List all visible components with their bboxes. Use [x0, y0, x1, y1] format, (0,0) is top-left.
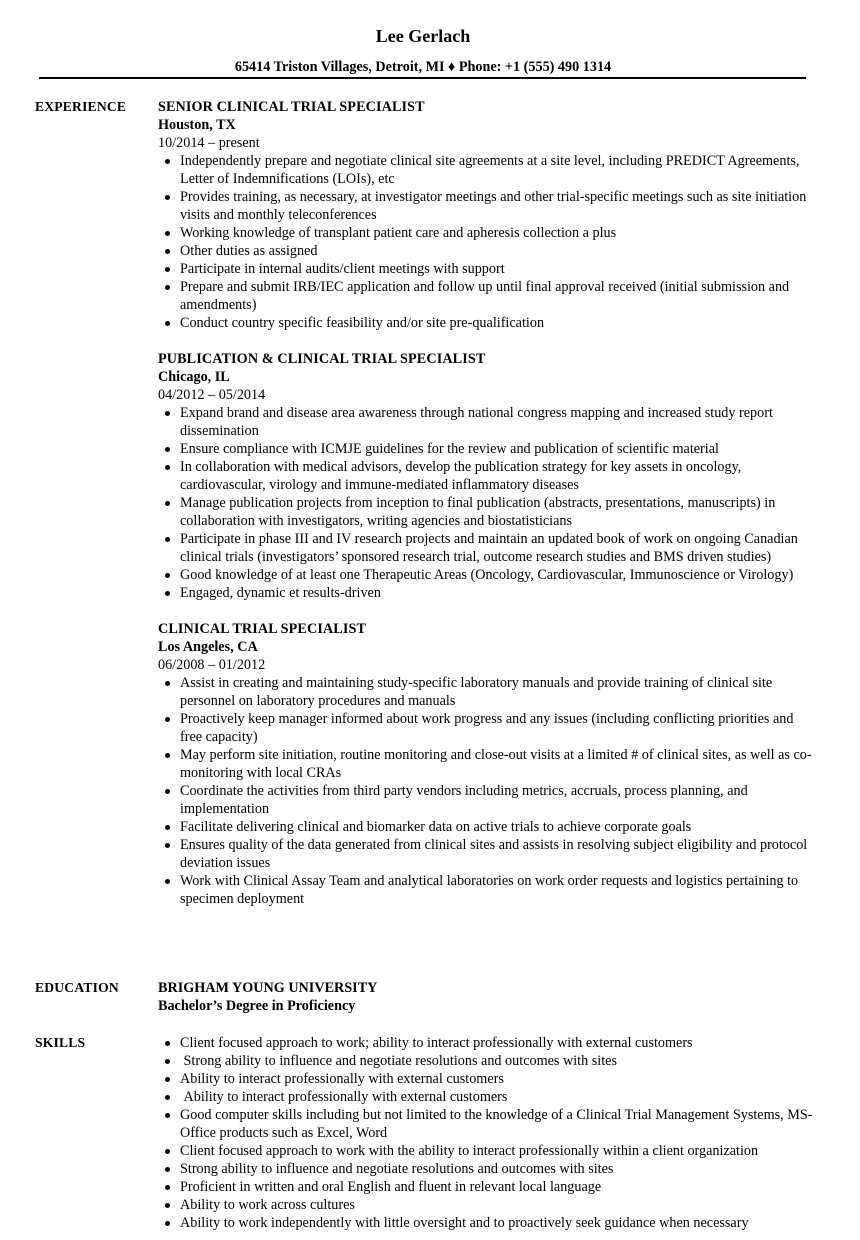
bullet-item: Participate in phase III and IV research projects and maintain an updated book of work on ongoing Canadian clinical trials (investigators’ sponsored research trial, outcome research studies and BMS driven studies) — [158, 530, 818, 566]
job-location: Los Angeles, CA — [158, 639, 258, 655]
job-title: SENIOR CLINICAL TRIAL SPECIALIST — [158, 99, 425, 115]
bullet-item: Assist in creating and maintaining study-specific laboratory manuals and provide training of clinical site personnel on laboratory procedures and manuals — [158, 674, 818, 710]
bullet-item: Conduct country specific feasibility and/or site pre-qualification — [158, 314, 818, 332]
job-dates: 10/2014 – present — [158, 135, 260, 151]
bullet-item: Independently prepare and negotiate clinical site agreements at a site level, including PREDICT Agreements, Letter of Indemnifications (LOIs), etc — [158, 152, 818, 188]
job-entry — [158, 350, 818, 602]
bullet-item: Proactively keep manager informed about work progress and any issues (including conflicting priorities and free capacity) — [158, 710, 818, 746]
job-dates: 04/2012 – 05/2014 — [158, 387, 266, 403]
bullet-item: Engaged, dynamic et results-driven — [158, 584, 818, 602]
section-label-skills: SKILLS — [35, 1035, 86, 1050]
job-entry — [158, 620, 818, 908]
bullet-item: Manage publication projects from inception to final publication (abstracts, presentations, manuscripts) in collaboration with investigators, writing agencies and biostatisticians — [158, 494, 818, 530]
job-bullets — [158, 152, 818, 332]
skill-item: Good computer skills including but not limited to the knowledge of a Clinical Trial Management Systems, MS-Office products such as Excel, Word — [158, 1106, 828, 1142]
school-name: BRIGHAM YOUNG UNIVERSITY — [158, 980, 378, 996]
bullet-item: Coordinate the activities from third party vendors including metrics, accruals, process planning, and implementation — [158, 782, 818, 818]
skill-item: Strong ability to influence and negotiate resolutions and outcomes with sites — [158, 1052, 828, 1070]
experience-list — [158, 98, 818, 926]
bullet-item: Provides training, as necessary, at investigator meetings and other trial-specific meetings such as site initiation visits and monthly teleconferences — [158, 188, 818, 224]
education-entry — [158, 979, 818, 1015]
skill-item: Ability to interact professionally with external customers — [158, 1070, 828, 1088]
degree-name: Bachelor’s Degree in Proficiency — [158, 998, 356, 1014]
bullet-item: Working knowledge of transplant patient care and apheresis collection a plus — [158, 224, 818, 242]
bullet-item: Facilitate delivering clinical and biomarker data on active trials to achieve corporate goals — [158, 818, 818, 836]
job-title: PUBLICATION & CLINICAL TRIAL SPECIALIST — [158, 351, 486, 367]
skill-item: Proficient in written and oral English and fluent in relevant local language — [158, 1178, 828, 1196]
bullet-item: Ensure compliance with ICMJE guidelines for the review and publication of scientific material — [158, 440, 818, 458]
contact-line: 65414 Triston Villages, Detroit, MI ♦ Phone: +1 (555) 490 1314 — [234, 59, 612, 75]
section-label-education: EDUCATION — [35, 980, 119, 995]
skill-item: Client focused approach to work with the ability to interact professionally within a client organization — [158, 1142, 828, 1160]
job-bullets — [158, 404, 818, 602]
job-location: Chicago, IL — [158, 369, 230, 385]
skill-item: Ability to interact professionally with external customers — [158, 1088, 828, 1106]
skill-item: Client focused approach to work; ability to interact professionally with external customers — [158, 1034, 828, 1052]
section-label-experience: EXPERIENCE — [35, 99, 127, 114]
job-title: CLINICAL TRIAL SPECIALIST — [158, 621, 367, 637]
bullet-item: In collaboration with medical advisors, develop the publication strategy for key assets in oncology, cardiovascular, virology and immune-mediated inflammatory diseases — [158, 458, 818, 494]
skill-item: Ability to work independently with little oversight and to proactively seek guidance when necessary — [158, 1214, 828, 1232]
skill-item: Ability to work across cultures — [158, 1196, 828, 1214]
bullet-item: May perform site initiation, routine monitoring and close-out visits at a limited # of clinical sites, as well as co-monitoring with local CRAs — [158, 746, 818, 782]
skill-item: Strong ability to influence and negotiate resolutions and outcomes with sites — [158, 1160, 828, 1178]
job-dates: 06/2008 – 01/2012 — [158, 657, 266, 673]
bullet-item: Work with Clinical Assay Team and analytical laboratories on work order requests and logistics pertaining to specimen deployment — [158, 872, 818, 908]
bullet-item: Prepare and submit IRB/IEC application and follow up until final approval received (initial submission and amendments) — [158, 278, 818, 314]
skills-list-wrap — [158, 1034, 828, 1232]
header-divider — [39, 77, 806, 79]
job-entry — [158, 98, 818, 332]
bullet-item: Other duties as assigned — [158, 242, 818, 260]
skills-list — [158, 1034, 828, 1232]
bullet-item: Participate in internal audits/client meetings with support — [158, 260, 818, 278]
bullet-item: Expand brand and disease area awareness through national congress mapping and increased study report dissemination — [158, 404, 818, 440]
job-location: Houston, TX — [158, 117, 236, 133]
bullet-item: Good knowledge of at least one Therapeutic Areas (Oncology, Cardiovascular, Immunoscience or Virology) — [158, 566, 818, 584]
bullet-item: Ensures quality of the data generated from clinical sites and assists in resolving subject eligibility and protocol deviation issues — [158, 836, 818, 872]
job-bullets — [158, 674, 818, 908]
candidate-name: Lee Gerlach — [375, 26, 471, 46]
